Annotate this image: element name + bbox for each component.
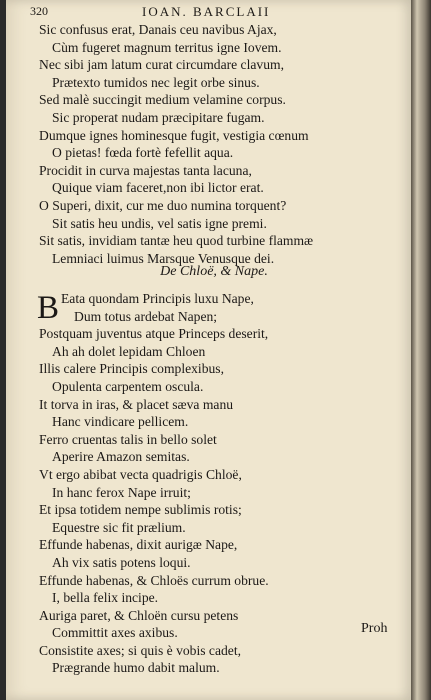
poem-line: Illis calere Principis complexibus,	[39, 361, 224, 377]
poem-line: Dum totus ardebat Napen;	[74, 308, 218, 324]
poem-line: Sit satis heu undis, vel satis igne premi.	[52, 215, 267, 231]
page-header	[30, 4, 380, 20]
poem-line: Procidit in curva majestas tanta lacuna,	[39, 162, 252, 178]
poem-line: Cùm fugeret magnum territus igne Iovem.	[52, 39, 282, 55]
poem-line: Effunde habenas, dixit aurigæ Nape,	[39, 537, 238, 553]
poem-line: Lemniaci luimus Marsque Venusque dei.	[52, 250, 275, 266]
poem-line: Ah vix satis potens loqui.	[52, 554, 191, 570]
poem-line: Consistite axes; si quis è vobis cadet,	[39, 642, 241, 658]
poem-line: Prægrande humo dabit malum.	[52, 660, 220, 676]
poem-line: Postquam juventus atque Princeps deserit,	[39, 326, 269, 342]
poem-line: Aperire Amazon semitas.	[52, 449, 190, 465]
poem-line: In hanc ferox Nape irruit;	[52, 484, 191, 500]
drop-cap: B	[37, 290, 60, 326]
poem-line: Auriga paret, & Chloën cursu petens	[39, 607, 239, 623]
poem-lines	[39, 325, 405, 677]
poem-line: It torva in iras, & placet sæva manu	[39, 396, 234, 412]
poem-continued	[39, 21, 405, 267]
poem-line: Ah ah dolet lepidam Chloen	[52, 343, 206, 359]
section-title: De Chloë, & Nape.	[160, 264, 268, 279]
poem-line: Eata quondam Principis luxu Nape,	[61, 291, 254, 306]
poem-line: Sic confusus erat, Danais ceu navibus Ajax,	[39, 22, 277, 37]
poem-line: Hanc vindicare pellicem.	[52, 414, 189, 430]
poem-line: O Superi, dixit, cur me duo numina torquent?	[39, 197, 287, 213]
poem-line: Nec sibi jam latum curat circumdare clavum,	[39, 57, 284, 73]
poem-line: Committit axes axibus.	[52, 625, 178, 641]
poem-line: Prætexto tumidos nec legit orbe sinus.	[52, 74, 260, 90]
poem-line: Quique viam faceret,non ibi lictor erat.	[52, 180, 264, 196]
poem-line: O pietas! fœda fortè fefellit aqua.	[52, 145, 234, 161]
poem-de-chloe-et-nape	[39, 290, 405, 677]
book-page	[6, 0, 411, 700]
poem-line: Sic properat nudam præcipitare fugam.	[52, 109, 265, 125]
poem-line: Ferro cruentas talis in bello solet	[39, 431, 217, 447]
poem-line: I, bella felix incipe.	[52, 590, 159, 606]
page-edge	[411, 0, 431, 700]
page-number: 320	[30, 4, 48, 18]
poem-line: Effunde habenas, & Chloës currum obrue.	[39, 572, 269, 588]
poem-line: Sed malè succingit medium velamine corpus.	[39, 92, 286, 108]
running-head: IOAN. BARCLAII	[142, 4, 271, 19]
poem-line: Equestre sic fit prælium.	[52, 519, 186, 535]
poem-line: Sit satis, invidiam tantæ heu quod turbine flammæ	[39, 233, 314, 249]
poem-line: Dumque ignes hominesque fugit, vestigia cœnum	[39, 127, 309, 143]
poem-line: Vt ergo abibat vecta quadrigis Chloë,	[39, 466, 242, 482]
catchword: Proh	[361, 621, 388, 636]
poem-line: Et ipsa totidem nempe sublimis rotis;	[39, 502, 242, 518]
poem-line: Opulenta carpentem oscula.	[52, 378, 204, 394]
